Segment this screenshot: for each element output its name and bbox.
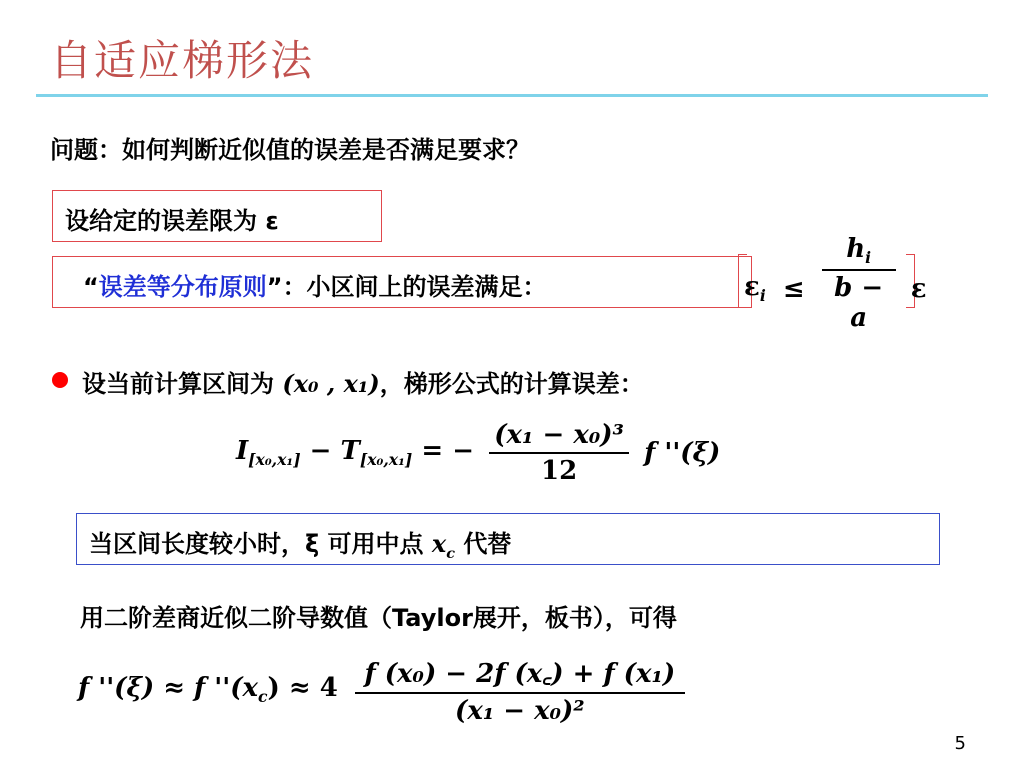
error-fraction (489, 420, 629, 486)
final-formula (78, 654, 685, 726)
interval: (x₀ , x₁) (282, 369, 380, 398)
midpoint-text-after: 代替 (454, 530, 512, 558)
frac-num: h (846, 234, 866, 264)
leq-symbol: ≤ (782, 273, 805, 304)
I-subscript: [x₀,x₁] (248, 450, 301, 470)
trapezoid-T: T (340, 436, 360, 467)
epsilon-i: ε (744, 272, 760, 302)
bullet-text-before: 设当前计算区间为 (82, 370, 283, 398)
final-lhs: f ''(ξ) ≈ f ''(x (78, 673, 259, 704)
epsilon: ε (910, 273, 927, 304)
midpoint-text (89, 524, 511, 562)
error-num: (x₁ − x₀)³ (494, 420, 624, 450)
error-limit-box (52, 190, 382, 242)
midpoint-text-before: 当区间长度较小时，ξ 可用中点 (89, 530, 432, 558)
frac-num-sub: i (865, 248, 872, 268)
slide-title: 自适应梯形法 (50, 36, 315, 85)
epsilon-sub: i (759, 286, 766, 306)
final-den: (x₁ − x₀)² (455, 696, 585, 726)
final-lhs-sub: c (258, 687, 268, 707)
second-difference-fraction (355, 654, 685, 726)
midpoint-var-sub: c (446, 544, 455, 562)
approx-text: 用二阶差商近似二阶导数值（Taylor展开，板书），可得 (80, 604, 677, 632)
error-limit-text: 设给定的误差限为 ε (65, 207, 279, 235)
bullet-point (52, 372, 68, 388)
minus: − (300, 436, 341, 467)
final-num: f (x₀) − 2f (x꜀) + f (x₁) (364, 659, 676, 689)
quote-close: ” (266, 273, 283, 301)
principle-box (52, 256, 752, 308)
T-subscript: [x₀,x₁] (359, 450, 413, 470)
final-lhs-close: ) ≈ 4 (267, 673, 338, 704)
integral-I: I (236, 436, 249, 467)
page-number: 5 (954, 733, 966, 754)
title-divider (36, 94, 988, 97)
principle-rest: ：小区间上的误差满足： (282, 273, 547, 301)
second-derivative: f ''(ξ) (644, 438, 721, 468)
error-den: 12 (540, 456, 578, 486)
bullet-text-after: ，梯形公式的计算误差： (379, 370, 644, 398)
principle-name: 误差等分布原则 (98, 273, 267, 301)
midpoint-box (76, 513, 940, 565)
equals: = − (412, 436, 475, 467)
quote-open: “ (83, 273, 99, 301)
question-text: 问题：如何判断近似值的误差是否满足要求？ (50, 136, 530, 164)
error-formula (236, 420, 720, 486)
midpoint-var: x (431, 529, 447, 558)
h-over-ba-fraction (822, 234, 896, 333)
principle-text (83, 267, 547, 302)
principle-formula (744, 234, 927, 333)
bullet-text (82, 364, 644, 399)
frac-den: b − a (834, 273, 884, 334)
